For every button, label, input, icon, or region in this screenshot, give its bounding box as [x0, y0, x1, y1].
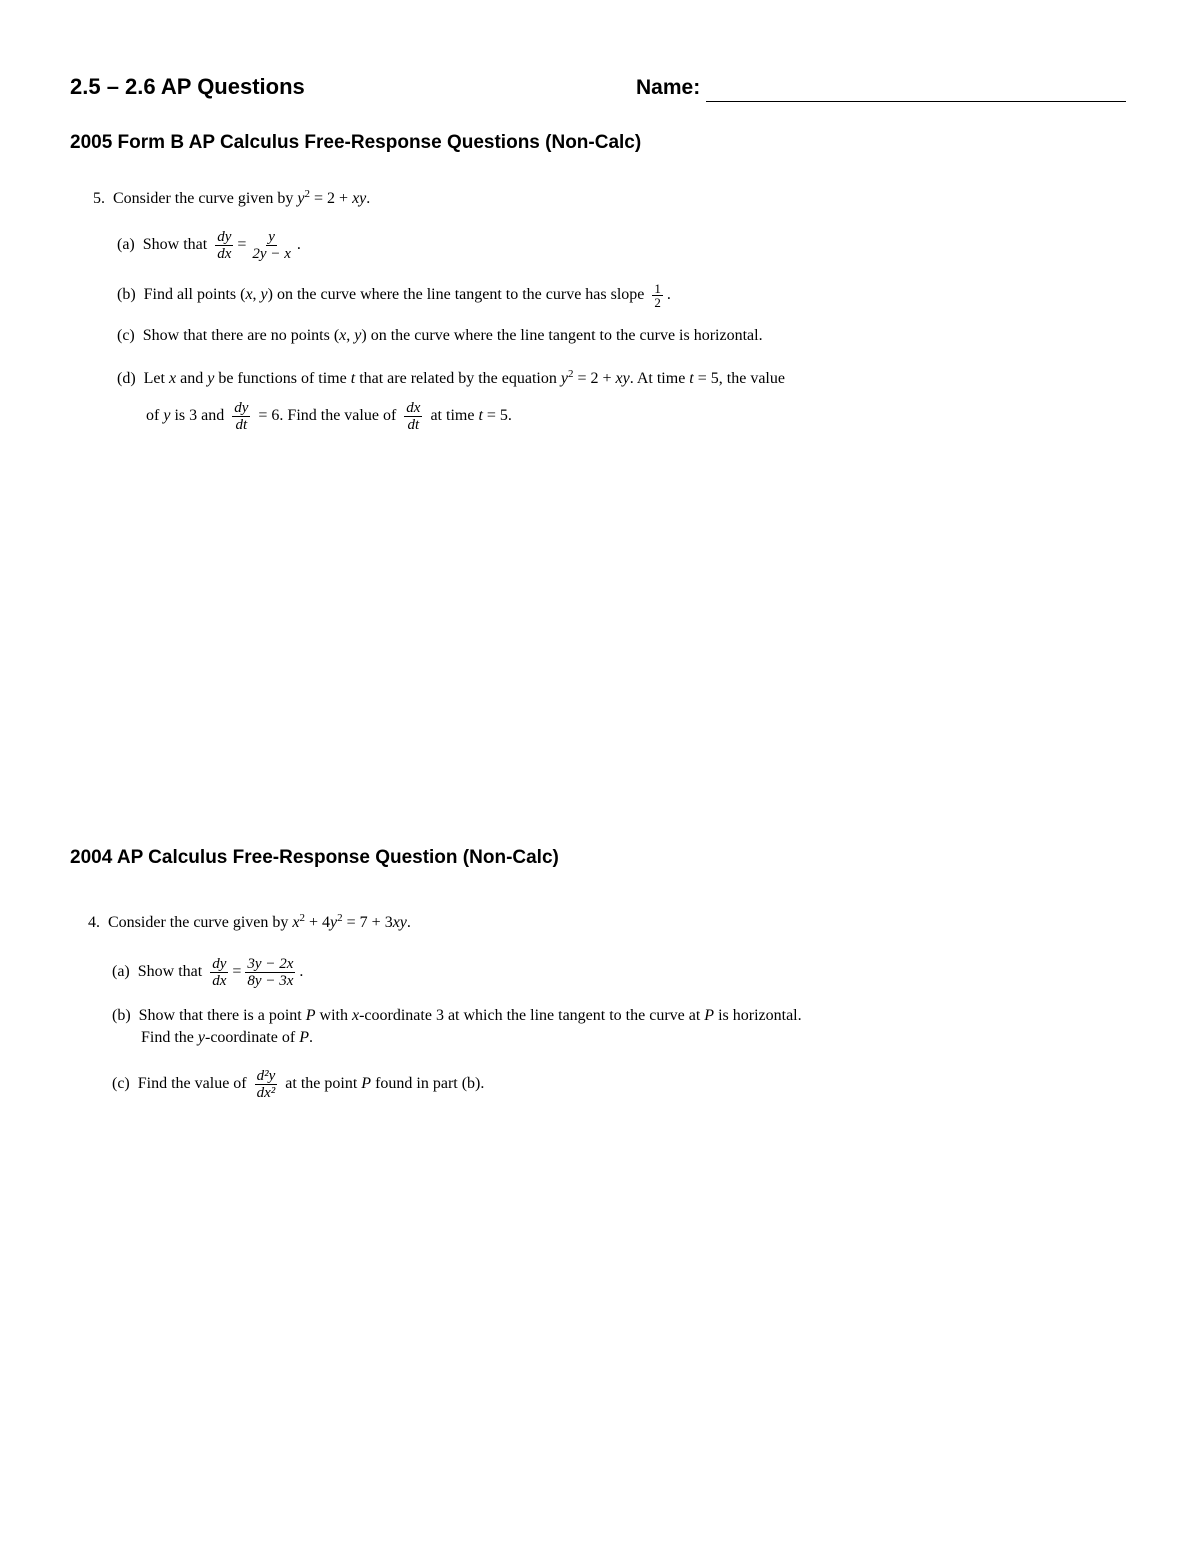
question-4-stem: 4. Consider the curve given by $x^2 + 4y^2 = 7 + 3xy$. [88, 912, 411, 931]
part-label: (b) [117, 286, 136, 304]
question-5-part-d-line-1: (d) Let x and y be functions of time t that are related by the equation $y^2 = 2$ + xy. At time t = 5, the value [117, 368, 785, 387]
question-stem-text: Consider the curve given by [108, 914, 289, 931]
fraction-rhs: $\frac{3y - 2x}{8y - 3x}$ [247, 956, 294, 989]
question-number: 4. [88, 914, 100, 931]
fraction-one-half: $\frac{1}{2}$ [654, 281, 661, 310]
fraction-dy-dx: $\frac{dy}{dx}$ [217, 229, 232, 262]
question-4-part-b-line-2: Find the y-coordinate of P. [141, 1029, 313, 1046]
fraction-second-derivative: $\frac{\text{d²y}}{\text{dx²}}$ [256, 1068, 276, 1101]
question-5-part-d-line-2: of y is 3 and $\frac{dy}{dt}$ = 6. Find the value of $\frac{dx}{dt}$ at time t = 5. [146, 400, 512, 433]
section-heading-2004: 2004 AP Calculus Free-Response Question (Non-Calc) [70, 847, 559, 868]
question-5-part-b: (b) Find all points (x, y) on the curve where the line tangent to the curve has slope $\frac{1}{2}$ . [117, 281, 671, 310]
question-5-part-a: (a) Show that $\frac{dy}{dx}$ = $\frac{y}{2y - x}$ . [117, 229, 301, 262]
question-stem-text: Consider the curve given by [113, 190, 294, 207]
name-field-line[interactable] [706, 101, 1126, 102]
part-label: (c) [112, 1075, 130, 1093]
section-heading-2005: 2005 Form B AP Calculus Free-Response Questions (Non-Calc) [70, 132, 642, 153]
part-label: (c) [117, 327, 135, 344]
name-label: Name: [636, 76, 701, 99]
fraction-dy-dt: $\frac{dy}{dt}$ [234, 400, 249, 433]
question-4-part-c: (c) Find the value of $\frac{\text{d²y}}{\text{dx²}}$ at the point P found in part (b). [112, 1068, 485, 1101]
part-label: (b) [112, 1007, 131, 1024]
fraction-dy-dx: $\frac{dy}{dx}$ [212, 956, 227, 989]
fraction-dx-dt: $\frac{dx}{dt}$ [406, 400, 421, 433]
fraction-rhs: $\frac{y}{2y - x}$ [252, 229, 291, 262]
question-5-part-c: (c) Show that there are no points (x, y) on the curve where the line tangent to the curve is horizontal. [117, 327, 763, 344]
question-5-stem: 5. Consider the curve given by $y^2 = 2$ + xy. [93, 188, 371, 207]
part-label: (a) [117, 236, 135, 254]
question-4-part-a: (a) Show that $\frac{dy}{dx}$ = $\frac{3y - 2x}{8y - 3x}$ . [112, 956, 304, 989]
page-title: 2.5 – 2.6 AP Questions [70, 74, 305, 99]
question-number: 5. [93, 190, 105, 207]
part-label: (d) [117, 370, 136, 387]
question-4-part-b-line-1: (b) Show that there is a point P with x-coordinate 3 at which the line tangent to the curve at P is horizontal. [112, 1007, 802, 1024]
part-label: (a) [112, 963, 130, 981]
